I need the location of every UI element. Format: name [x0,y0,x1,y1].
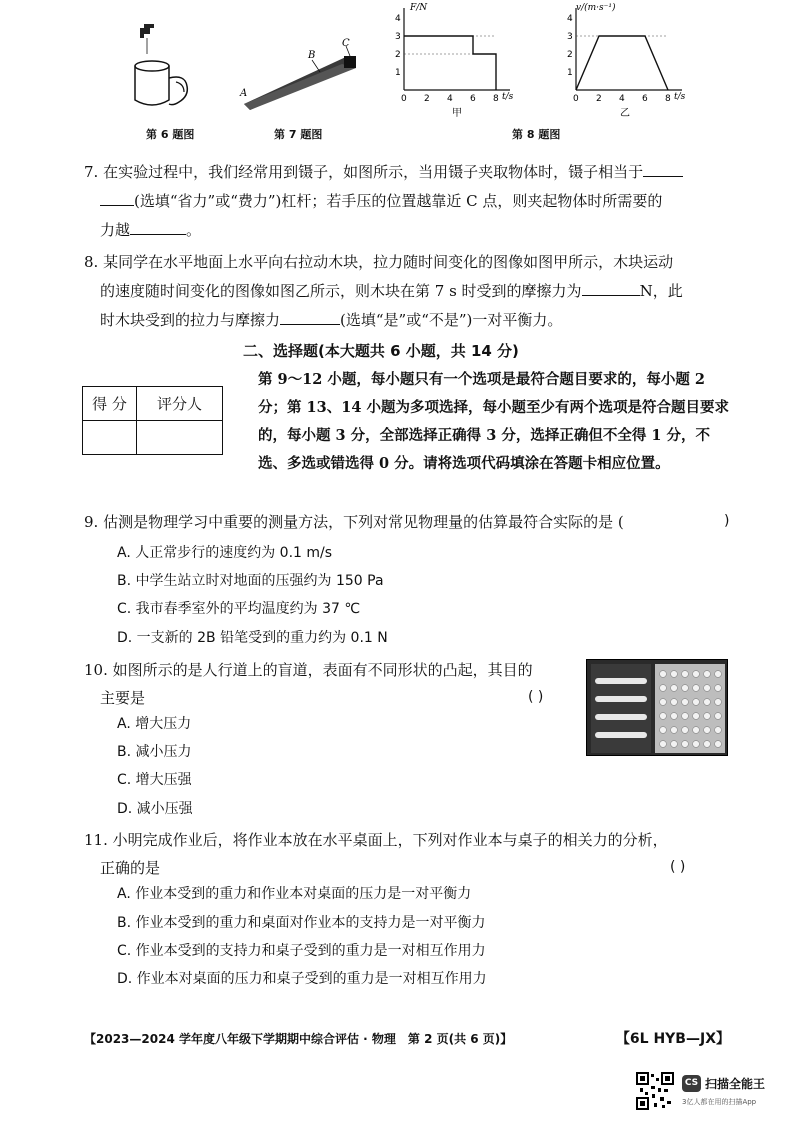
graph-jia-axes [395,8,510,104]
tactile-dot [715,699,722,706]
tactile-dot [693,699,700,706]
graph-jia-y-tick-label: 3 [395,32,401,42]
section2-title: 二、选择题(本大题共 6 小题，共 14 分) [243,342,519,360]
q11-stem-line2: 正确的是 [100,859,161,877]
scanner-watermark [636,1072,786,1112]
tactile-dot [671,741,678,748]
q11-answer-paren: ( ) [670,859,686,875]
q11-option-c: C. 作业本受到的支持力和桌子受到的重力是一对相互作用力 [117,943,486,959]
graph-jia-series-line [404,36,496,90]
fig8-caption: 第 8 题图 [512,128,561,141]
tactile-dot [693,741,700,748]
graph-yi-y-tick-label: 4 [567,14,573,24]
tactile-dot [693,685,700,692]
q10-option-b: B. 减小压力 [117,744,192,760]
fig7-label-c: C [342,38,350,49]
tactile-dot [660,685,667,692]
q10-option-c: C. 增大压强 [117,772,192,788]
q8-text-2a: 的速度随时间变化的图像如图乙所示，则木块在第 7 s 时受到的摩擦力为 [100,282,582,300]
camscanner-logo-icon: CS [682,1075,701,1092]
q9-option-a: A. 人正常步行的速度约为 0.1 m/s [117,545,333,561]
graph-yi-y-tick-label: 3 [567,32,573,42]
page-footer [84,1030,730,1050]
graph-yi-y-tick-label: 1 [567,68,573,78]
tactile-dot [671,727,678,734]
graph-yi-marks [576,36,668,90]
graph-yi-x-tick-label: 4 [619,94,625,104]
fig7-label-a: A [240,88,248,99]
tactile-dot [660,727,667,734]
tactile-dot [682,713,689,720]
fig7-label-b: B [308,50,316,61]
tactile-dot [682,671,689,678]
score-cell [83,421,137,455]
graph-jia-y-tick-label: 4 [395,14,401,24]
tactile-dot [704,685,711,692]
q10-answer-paren: ( ) [528,689,544,705]
tactile-dot [704,671,711,678]
q8-text-3b: (选填“是”或“不是”)一对平衡力。 [340,311,563,329]
graph-jia-x-tick-label: 8 [493,94,499,104]
q7-text-3b: 。 [186,221,202,239]
q8-line1 [84,248,673,277]
q10-stem-line1: 10. 如图所示的是人行道上的盲道，表面有不同形状的凸起，其目的 [84,661,533,679]
tactile-dot [682,685,689,692]
tactile-paving-illustration [587,660,729,757]
q8-text-2b: N，此 [639,282,683,300]
tactile-dot [682,727,689,734]
qr-code-icon [636,1072,674,1110]
tactile-dot [704,699,711,706]
graph-jia-y-tick-label: 1 [395,68,401,78]
q8-text-3a: 时木块受到的拉力与摩擦力 [100,311,281,329]
figures-row [100,0,700,145]
scanner-app-name: 扫描全能王 [705,1077,766,1091]
graph-jia-x-tick-label: 2 [424,94,430,104]
footer-exam-info: 【2023—2024 学年度八年级下学期期中综合评估 · 物理 第 2 页(共 6 页)】 [84,1032,513,1046]
graph-yi-y-tick-label: 2 [567,50,573,60]
tactile-dot [682,741,689,748]
graph-jia-x-tick-label: 4 [447,94,453,104]
fig7-caption: 第 7 题图 [274,128,323,141]
fig7-tweezers-illustration [238,38,368,118]
score-table [82,386,223,455]
tactile-dot [715,727,722,734]
graph-jia-xlabel: t/s [502,92,514,102]
fig6-caption: 第 6 题图 [146,128,195,141]
tactile-dot [671,713,678,720]
graph-jia-marks [404,36,496,90]
tactile-dot [704,713,711,720]
tactile-dot [660,713,667,720]
q8-line2 [100,277,683,306]
tactile-dot [671,671,678,678]
tactile-dot [704,727,711,734]
tactile-dot [671,685,678,692]
scanner-app-tagline: 3亿人都在用的扫描App [682,1098,757,1106]
q10-stem-line2: 主要是 [100,689,146,707]
q11-option-a: A. 作业本受到的重力和作业本对桌面的压力是一对平衡力 [117,886,472,902]
graph-yi-x-tick-label: 6 [642,94,648,104]
q7-text-1: 7. 在实验过程中，我们经常用到镊子，如图所示，当用镊子夹取物体时，镊子相当于 [84,163,644,181]
q8-line3 [100,306,562,335]
graph-yi-axes [567,8,682,104]
q9-stem [84,508,624,537]
fig6-faucet-cup-illustration [128,22,218,118]
q8-blank-1 [582,278,640,296]
score-label: 得 分 [83,387,137,421]
q7-text-2: (选填“省力”或“费力”)杠杆；若手压的位置越靠近 C 点，则夹起物体时所需要的 [134,192,663,210]
tactile-dot [693,713,700,720]
grader-cell [137,421,223,455]
tactile-paving-photo [586,659,728,756]
tactile-dot [715,671,722,678]
q9-option-c: C. 我市春季室外的平均温度约为 37 ℃ [117,601,361,617]
q7-line1 [84,158,683,187]
tactile-dot [693,671,700,678]
q7-blank-2 [130,217,186,235]
q8-text-1: 8. 某同学在水平地面上水平向右拉动木块，拉力随时间变化的图像如图甲所示，木块运动 [84,253,674,271]
graph-jia-force-time [390,0,520,122]
tactile-dot [715,741,722,748]
graph-yi-x-tick-label: 8 [665,94,671,104]
tactile-dot [693,727,700,734]
q7-line3 [100,216,201,245]
q11-option-b: B. 作业本受到的重力和桌面对作业本的支持力是一对平衡力 [117,915,486,931]
tactile-dot [715,685,722,692]
tactile-dot [660,741,667,748]
q7-blank-1-cont [100,188,134,206]
graph-yi-name: 乙 [620,108,630,119]
q9-option-d: D. 一支新的 2B 铅笔受到的重力约为 0.1 N [117,630,388,646]
grader-label: 评分人 [137,387,223,421]
graph-jia-ylabel: F/N [410,3,428,13]
q7-text-3a: 力越 [100,221,131,239]
q11-stem-line1: 11. 小明完成作业后，将作业本放在水平桌面上，下列对作业本与桌子的相关力的分析， [84,831,668,849]
graph-yi-series-line [576,36,668,90]
tactile-dot [660,699,667,706]
q11-option-d: D. 作业本对桌面的压力和桌子受到的重力是一对相互作用力 [117,971,487,987]
tactile-dot [715,713,722,720]
graph-jia-x-tick-label: 0 [401,94,407,104]
q10-option-d: D. 减小压强 [117,801,193,817]
tactile-dot [704,741,711,748]
graph-jia-x-tick-label: 6 [470,94,476,104]
tactile-dot [671,699,678,706]
tactile-dot [660,671,667,678]
graph-yi-xlabel: t/s [674,92,686,102]
q8-blank-2 [280,307,340,325]
graph-yi-x-tick-label: 2 [596,94,602,104]
graph-jia-y-tick-label: 2 [395,50,401,60]
q9-answer-paren: ) [724,513,730,529]
tactile-dot [682,699,689,706]
q9-option-b: B. 中学生站立时对地面的压强约为 150 Pa [117,573,384,589]
q9-stem-text: 9. 估测是物理学习中重要的测量方法，下列对常见物理量的估算最符合实际的是 ( [84,513,624,531]
graph-yi-x-tick-label: 0 [573,94,579,104]
section2-instructions: 第 9～12 小题，每小题只有一个选项是最符合题目要求的，每小题 2 分；第 13、14 小题为多项选择，每小题至少有两个选项是符合题目要求的，每小题 3 分，全部选择正确得 3 分，选择正确但不全得 1 分，不选、多选或错选得 0 分。请将选项代码填涂在答题卡相应位置。 [258,371,729,472]
q7-blank-1 [643,159,683,177]
footer-code: 【6L HYB—JX】 [615,1031,730,1047]
graph-jia-name: 甲 [452,108,462,119]
graph-yi-velocity-time [562,0,692,122]
graph-yi-ylabel: v/(m·s⁻¹) [576,3,616,13]
q7-line2 [100,187,662,216]
q10-option-a: A. 增大压力 [117,716,192,732]
